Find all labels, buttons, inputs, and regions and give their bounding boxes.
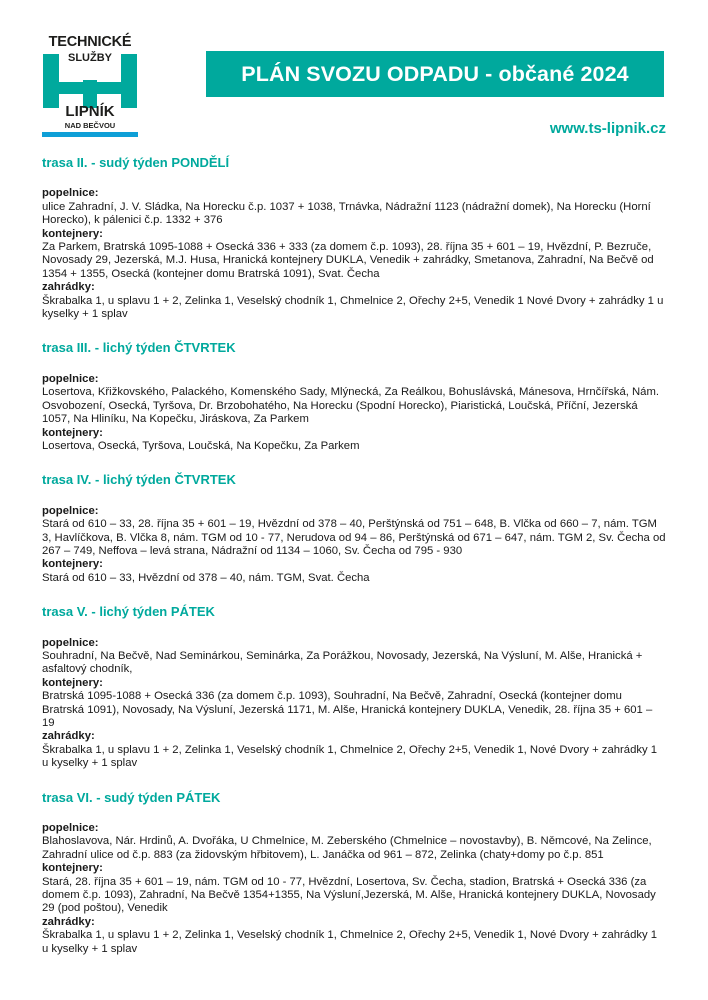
group-label: kontejnery: bbox=[42, 227, 103, 240]
website-link[interactable]: www.ts-lipnik.cz bbox=[549, 120, 666, 137]
group-text: Stará od 610 – 33, 28. října 35 + 601 – 19, Hvězdní od 378 – 40, Perštýnská od 751 – 648, B. Vlčka od 660 – 7, nám. TGM 3, Havlíčkova, B. Vlčka 8, nám. TGM od 10 - 77, Nerudova od 94 – 86, Perštýnská od 671 – 647, nám. TGM 2, Sv. Čecha od 267 – 749, Neffova – levá strana, Nádražní od 1134 – 1060, Sv. Čecha od 795 - 930 bbox=[42, 518, 666, 557]
group-text: Stará od 610 – 33, Hvězdní od 378 – 40, nám. TGM, Svat. Čecha bbox=[42, 571, 370, 584]
group-label: kontejnery: bbox=[42, 676, 103, 689]
page-title-banner bbox=[206, 51, 664, 97]
group-kontejnery bbox=[42, 228, 666, 282]
schedule-content bbox=[42, 156, 666, 976]
group-popelnice bbox=[42, 373, 666, 427]
group-popelnice bbox=[42, 187, 666, 227]
group-label: popelnice: bbox=[42, 187, 99, 200]
logo-text-technicke: TECHNICKÉ bbox=[48, 34, 132, 50]
group-label: popelnice: bbox=[42, 636, 99, 649]
logo-text-lipnik: LIPNÍK bbox=[65, 103, 115, 120]
route-section-iii bbox=[42, 341, 666, 453]
group-label: kontejnery: bbox=[42, 558, 103, 571]
route-section-iv bbox=[42, 473, 666, 585]
logo-text-sluzby: SLUŽBY bbox=[68, 52, 112, 64]
group-kontejnery bbox=[42, 427, 666, 454]
group-text: Škrabalka 1, u splavu 1 + 2, Zelinka 1, Veselský chodník 1, Chmelnice 2, Ořechy 2+5, Venedik 1 Nové Dvory + zahrádky 1 u kyselky + 1 splav bbox=[42, 294, 664, 321]
group-zahradky bbox=[42, 730, 666, 770]
group-text: Za Parkem, Bratrská 1095-1088 + Osecká 336 + 333 (za domem č.p. 1093), 28. října 35 + 601 – 19, Hvězdní, P. Bezruče, Novosady 29, Jezerská, M.J. Husa, Hranická kontejnery DUKLA, Venedik + zahrádky, Smetanova, Zahradní, Na Bečvě od 1354 + 1355, Osecká (kontejner domu Bratrská 1091), Svat. Čecha bbox=[42, 241, 654, 280]
group-text: Losertova, Křižkovského, Palackého, Komenského Sady, Mlýnecká, Za Reálkou, Bohuslávská, Mánesova, Hrnčířská, Nám. Osvobození, Osecká, Tyršova, Dr. Brzobohatého, Na Horecku (Spodní Horecko), Piaristická, Loučská, Příční, Jezerská 1057, Na Hliníku, Na Kopečku, Jiráskova, Za Parkem bbox=[42, 386, 660, 426]
group-zahradky bbox=[42, 916, 666, 956]
logo-underline-bar bbox=[42, 132, 138, 137]
group-popelnice bbox=[42, 637, 666, 677]
group-text: Škrabalka 1, u splavu 1 + 2, Zelinka 1, Veselský chodník 1, Chmelnice 2, Ořechy 2+5, Venedik 1, Nové Dvory + zahrádky 1 u kyselky + 1 splav bbox=[42, 929, 658, 955]
group-kontejnery bbox=[42, 862, 666, 916]
route-title: trasa VI. - sudý týden PÁTEK bbox=[42, 789, 221, 805]
group-zahradky bbox=[42, 281, 666, 321]
group-text: Bratrská 1095-1088 + Osecká 336 (za domem č.p. 1093), Souhradní, Na Bečvě, Zahradní, Osecká (kontejner domu Bratrská 1091), Novosady, Na Výsluní, Jezerská 1171, M. Alše, Hranická kontejnery DUKLA, Venedik, 28. října 35 + 601 – 19 bbox=[42, 690, 653, 729]
group-label: zahrádky: bbox=[42, 730, 95, 743]
group-kontejnery bbox=[42, 677, 666, 731]
group-label: kontejnery: bbox=[42, 862, 103, 875]
group-label: zahrádky: bbox=[42, 281, 95, 294]
group-label: popelnice: bbox=[42, 504, 99, 517]
group-text: Škrabalka 1, u splavu 1 + 2, Zelinka 1, Veselský chodník 1, Chmelnice 2, Ořechy 2+5, Venedik 1, Nové Dvory + zahrádky 1 u kyselky + 1 splav bbox=[42, 743, 658, 770]
route-title: trasa IV. - lichý týden ČTVRTEK bbox=[42, 472, 236, 488]
logo-text-nad-becvou: NAD BEČVOU bbox=[64, 121, 116, 130]
route-section-ii bbox=[42, 156, 666, 321]
route-section-vi bbox=[42, 791, 666, 956]
group-popelnice bbox=[42, 505, 666, 559]
route-title: trasa II. - sudý týden PONDĚLÍ bbox=[42, 155, 230, 170]
group-label: kontejnery: bbox=[42, 426, 103, 439]
group-text: Losertova, Osecká, Tyršova, Loučská, Na Kopečku, Za Parkem bbox=[42, 439, 360, 452]
group-popelnice bbox=[42, 822, 666, 862]
group-text: Blahoslavova, Nár. Hrdinů, A. Dvořáka, U Chmelnice, M. Zeberského (Chmelnice – novostavby), B. Němcové, Na Zelince, Zahradní ulice od č.p. 883 (za židovským hřbitovem), L. Janáčka od 961 – 872, Zelinka (chaty+domy po č.p. 851 bbox=[42, 835, 652, 861]
route-title: trasa V. - lichý týden PÁTEK bbox=[42, 604, 215, 620]
group-label: popelnice: bbox=[42, 372, 99, 385]
group-text: Stará, 28. října 35 + 601 – 19, nám. TGM od 10 - 77, Hvězdní, Losertova, Sv. Čecha, stadion, Bratrská + Osecká 336 (za domem č.p. 1093), Zahradní, Na Bečvě 1354+1355, Na Výsluní,Jezerská, M. Alše, Hranická kontejnery DUKLA, Novosady 29 (pod poštou), Venedik bbox=[42, 875, 656, 915]
group-text: ulice Zahradní, J. V. Sládka, Na Horecku č.p. 1037 + 1038, Trnávka, Nádražní 1123 (nádražní domek), Na Horecku (Horní Horecko), k pálenici č.p. 1332 + 376 bbox=[42, 200, 651, 227]
group-kontejnery bbox=[42, 558, 666, 585]
group-label: popelnice: bbox=[42, 822, 99, 835]
route-title: trasa III. - lichý týden ČTVRTEK bbox=[42, 340, 236, 356]
group-text: Souhradní, Na Bečvě, Nad Seminárkou, Seminárka, Za Porážkou, Novosady, Jezerská, Na Výsluní, M. Alše, Hranická + asfaltový chodník, bbox=[42, 649, 643, 676]
page-title: PLÁN SVOZU ODPADU - občané 2024 bbox=[241, 61, 629, 86]
company-logo bbox=[40, 34, 140, 140]
route-section-v bbox=[42, 605, 666, 770]
group-label: zahrádky: bbox=[42, 915, 95, 928]
